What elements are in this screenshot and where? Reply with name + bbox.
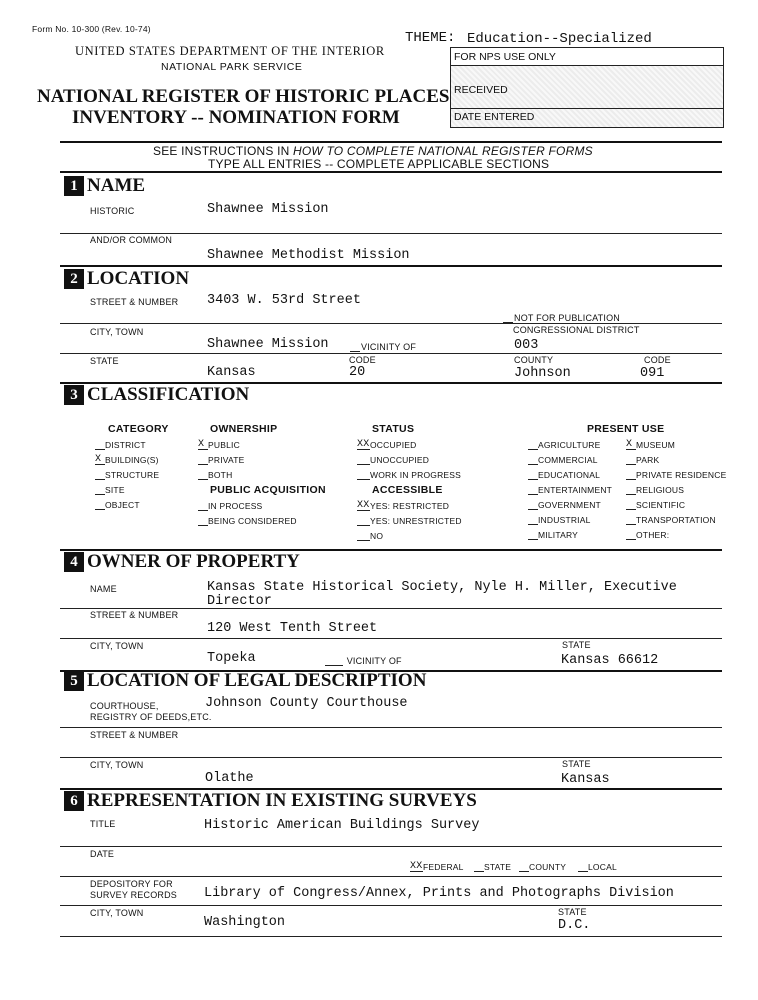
checkbox-label: ENTERTAINMENT (538, 485, 613, 495)
owner-name-line2: Director (207, 594, 272, 609)
checkbox-mark (626, 515, 636, 525)
checkbox-option (357, 440, 416, 450)
checkbox-option (528, 530, 578, 540)
location-state-code: 20 (349, 365, 366, 380)
checkbox-mark (198, 501, 208, 511)
checkbox-label: OTHER: (636, 530, 670, 540)
section-number: 5 (64, 671, 84, 691)
depository-label-line1: DEPOSITORY FOR (90, 879, 173, 889)
checkbox-option (95, 440, 146, 450)
checkbox-mark (198, 470, 208, 480)
survey-state-label: STATE (558, 907, 587, 917)
state-code-label: CODE (349, 355, 376, 365)
checkbox-label: MUSEUM (636, 440, 675, 450)
checkbox-option (198, 440, 240, 450)
city-label: CITY, TOWN (90, 327, 144, 337)
checkbox-label: BUILDING(S) (105, 455, 159, 465)
checkbox-label: PRIVATE RESIDENCE (636, 470, 727, 480)
header-rule (60, 141, 722, 143)
checkbox-label: LOCAL (588, 862, 617, 872)
checkbox-label: RELIGIOUS (636, 485, 685, 495)
public-acquisition-heading: PUBLIC ACQUISITION (210, 484, 326, 496)
checkbox-option (95, 500, 140, 510)
category-heading: CATEGORY (108, 423, 169, 435)
nps-use-label: FOR NPS USE ONLY (454, 51, 556, 63)
checkbox-mark (95, 485, 105, 495)
checkbox-mark (95, 470, 105, 480)
not-for-publication: NOT FOR PUBLICATION (503, 313, 620, 323)
checkbox-label: EDUCATIONAL (538, 470, 601, 480)
checkbox-label: OBJECT (105, 500, 140, 510)
checkbox-mark (528, 470, 538, 480)
checkbox-label: IN PROCESS (208, 501, 263, 511)
section-number: 2 (64, 269, 84, 289)
checkbox-option (626, 530, 669, 540)
owner-state: Kansas 66612 (561, 653, 659, 668)
checkbox-mark (528, 515, 538, 525)
checkbox-label: PUBLIC (208, 440, 240, 450)
vicinity-label: VICINITY OF (350, 342, 416, 352)
checkbox-mark: XX (410, 861, 423, 872)
checkbox-label: STATE (484, 862, 512, 872)
owner-city: Topeka (207, 651, 256, 666)
location-county-code: 091 (640, 366, 665, 381)
checkbox-option (198, 501, 262, 511)
checkbox-label: PARK (636, 455, 660, 465)
checkbox-mark: XX (357, 439, 370, 450)
location-street: 3403 W. 53rd Street (207, 293, 361, 308)
checkbox-mark (626, 500, 636, 510)
checkbox-label: OCCUPIED (370, 440, 417, 450)
checkbox-mark: XX (357, 500, 370, 511)
checkbox-mark (474, 862, 484, 872)
courthouse-label-line1: COURTHOUSE, (90, 701, 159, 711)
instructions-line1: SEE INSTRUCTIONS IN HOW TO COMPLETE NATIONAL REGISTER FORMS (153, 144, 593, 158)
checkbox-mark (95, 500, 105, 510)
section-title: OWNER OF PROPERTY (87, 551, 300, 572)
accessible-heading: ACCESSIBLE (372, 484, 443, 496)
checkbox-mark (626, 530, 636, 540)
owner-street: 120 West Tenth Street (207, 621, 378, 636)
nps-use-box (450, 47, 724, 128)
section-title: CLASSIFICATION (87, 384, 250, 405)
checkbox-mark (357, 531, 370, 541)
survey-level-option (578, 862, 617, 872)
checkbox-mark (357, 455, 370, 465)
checkbox-mark (626, 455, 636, 465)
section-1-header (64, 176, 145, 196)
section-5-header (64, 671, 426, 691)
checkbox-option (357, 470, 461, 480)
courthouse-label-line2: REGISTRY OF DEEDS,ETC. (90, 712, 212, 722)
present-use-heading: PRESENT USE (587, 423, 665, 435)
section-number: 6 (64, 791, 84, 811)
date-entered-label: DATE ENTERED (454, 111, 535, 123)
historic-label: HISTORIC (90, 206, 135, 216)
checkbox-option (357, 531, 383, 541)
legal-state: Kansas (561, 772, 610, 787)
theme-value: Education--Specialized (467, 31, 652, 47)
survey-level-option (519, 862, 566, 872)
service-name: NATIONAL PARK SERVICE (161, 61, 303, 73)
checkbox-label: SITE (105, 485, 125, 495)
checkbox-label: COMMERCIAL (538, 455, 598, 465)
historic-name: Shawnee Mission (207, 202, 329, 217)
status-heading: STATUS (372, 423, 415, 435)
checkbox-label: YES: UNRESTRICTED (370, 516, 462, 526)
survey-level-option (410, 862, 464, 872)
checkbox-mark (528, 485, 538, 495)
section-number: 3 (64, 385, 84, 405)
survey-title-label: TITLE (90, 819, 116, 829)
checkbox-mark (528, 530, 538, 540)
checkbox-label: STRUCTURE (105, 470, 160, 480)
legal-state-label: STATE (562, 759, 591, 769)
legal-street-label: STREET & NUMBER (90, 730, 179, 740)
legal-city-label: CITY, TOWN (90, 760, 144, 770)
checkbox-label: AGRICULTURE (538, 440, 601, 450)
checkbox-option (626, 455, 659, 465)
checkbox-option (626, 440, 675, 450)
theme-label: THEME: (405, 30, 456, 46)
common-name: Shawnee Methodist Mission (207, 248, 410, 263)
checkbox-option (626, 515, 716, 525)
location-state: Kansas (207, 365, 256, 380)
checkbox-option (198, 455, 245, 465)
checkbox-option (626, 470, 726, 480)
checkbox-mark (519, 862, 529, 872)
checkbox-mark (626, 470, 636, 480)
section-6-header (64, 791, 477, 811)
checkbox-option (357, 516, 462, 526)
legal-city: Olathe (205, 771, 254, 786)
owner-state-label: STATE (562, 640, 591, 650)
county-code-label: CODE (644, 355, 671, 365)
section-title: NAME (87, 175, 146, 196)
survey-date-label: DATE (90, 849, 115, 859)
owner-city-label: CITY, TOWN (90, 641, 144, 651)
checkbox-option (357, 501, 449, 511)
checkbox-label: BOTH (208, 470, 233, 480)
checkbox-label: COUNTY (529, 862, 567, 872)
checkbox-label: SCIENTIFIC (636, 500, 686, 510)
congressional-label: CONGRESSIONAL DISTRICT (513, 325, 640, 335)
checkbox-option (528, 455, 598, 465)
location-county: Johnson (514, 366, 571, 381)
section-2-header (64, 269, 189, 289)
common-label: AND/OR COMMON (90, 235, 173, 245)
checkbox-label: WORK IN PROGRESS (370, 470, 462, 480)
congressional-district: 003 (514, 338, 539, 353)
depository: Library of Congress/Annex, Prints and Photographs Division (204, 886, 674, 901)
owner-name-label: NAME (90, 584, 117, 594)
owner-street-label: STREET & NUMBER (90, 610, 179, 620)
section-rule (60, 171, 722, 173)
checkbox-label: BEING CONSIDERED (208, 516, 297, 526)
state-label: STATE (90, 356, 119, 366)
county-label: COUNTY (514, 355, 554, 365)
checkbox-mark: X (95, 455, 105, 465)
section-title: LOCATION (87, 268, 190, 289)
checkbox-option (528, 440, 601, 450)
checkbox-mark (528, 455, 538, 465)
received-label: RECEIVED (454, 84, 508, 96)
survey-city: Washington (204, 915, 286, 930)
checkbox-option (626, 485, 684, 495)
checkbox-option (95, 470, 159, 480)
checkbox-label: NO (370, 531, 384, 541)
owner-vicinity-label: VICINITY OF (325, 656, 402, 666)
checkbox-option (528, 470, 600, 480)
form-title-line1: NATIONAL REGISTER OF HISTORIC PLACES (37, 86, 450, 107)
survey-state: D.C. (558, 918, 591, 933)
checkbox-label: FEDERAL (423, 862, 464, 872)
section-number: 1 (64, 176, 84, 196)
survey-level-option (474, 862, 511, 872)
section-title: REPRESENTATION IN EXISTING SURVEYS (87, 790, 477, 811)
checkbox-mark (578, 862, 588, 872)
checkbox-mark (626, 485, 636, 495)
checkbox-mark (528, 440, 538, 450)
checkbox-option (528, 485, 612, 495)
checkbox-label: YES: RESTRICTED (370, 501, 450, 511)
checkbox-option (95, 485, 125, 495)
checkbox-label: DISTRICT (105, 440, 146, 450)
checkbox-mark (357, 470, 370, 480)
section-number: 4 (64, 552, 84, 572)
checkbox-mark (528, 500, 538, 510)
checkbox-label: INDUSTRIAL (538, 515, 591, 525)
checkbox-label: UNOCCUPIED (370, 455, 430, 465)
ownership-heading: OWNERSHIP (210, 423, 278, 435)
depository-label-line2: SURVEY RECORDS (90, 890, 177, 900)
survey-city-label: CITY, TOWN (90, 908, 144, 918)
checkbox-label: TRANSPORTATION (636, 515, 716, 525)
checkbox-option (198, 470, 232, 480)
checkbox-option (528, 515, 591, 525)
checkbox-mark (198, 455, 208, 465)
checkbox-mark: X (198, 440, 208, 450)
checkbox-mark (198, 516, 208, 526)
form-title-line2: INVENTORY -- NOMINATION FORM (72, 107, 400, 128)
section-3-header (64, 385, 249, 405)
checkbox-mark (95, 440, 105, 450)
checkbox-option (357, 455, 429, 465)
checkbox-option (95, 455, 159, 465)
owner-name-line1: Kansas State Historical Society, Nyle H. Miller, Executive (207, 580, 677, 595)
department-name: UNITED STATES DEPARTMENT OF THE INTERIOR (75, 44, 385, 58)
checkbox-mark: X (626, 440, 636, 450)
survey-title: Historic American Buildings Survey (204, 818, 480, 833)
checkbox-label: GOVERNMENT (538, 500, 601, 510)
street-label: STREET & NUMBER (90, 297, 179, 307)
checkbox-option (626, 500, 685, 510)
checkbox-option (198, 516, 297, 526)
section-title: LOCATION OF LEGAL DESCRIPTION (87, 670, 427, 691)
checkbox-mark (357, 516, 370, 526)
courthouse: Johnson County Courthouse (205, 696, 408, 711)
checkbox-label: PRIVATE (208, 455, 245, 465)
section-4-header (64, 552, 300, 572)
instructions-line2: TYPE ALL ENTRIES -- COMPLETE APPLICABLE SECTIONS (208, 157, 550, 171)
location-city: Shawnee Mission (207, 337, 329, 352)
form-number: Form No. 10-300 (Rev. 10-74) (32, 24, 151, 34)
checkbox-option (528, 500, 601, 510)
checkbox-label: MILITARY (538, 530, 579, 540)
